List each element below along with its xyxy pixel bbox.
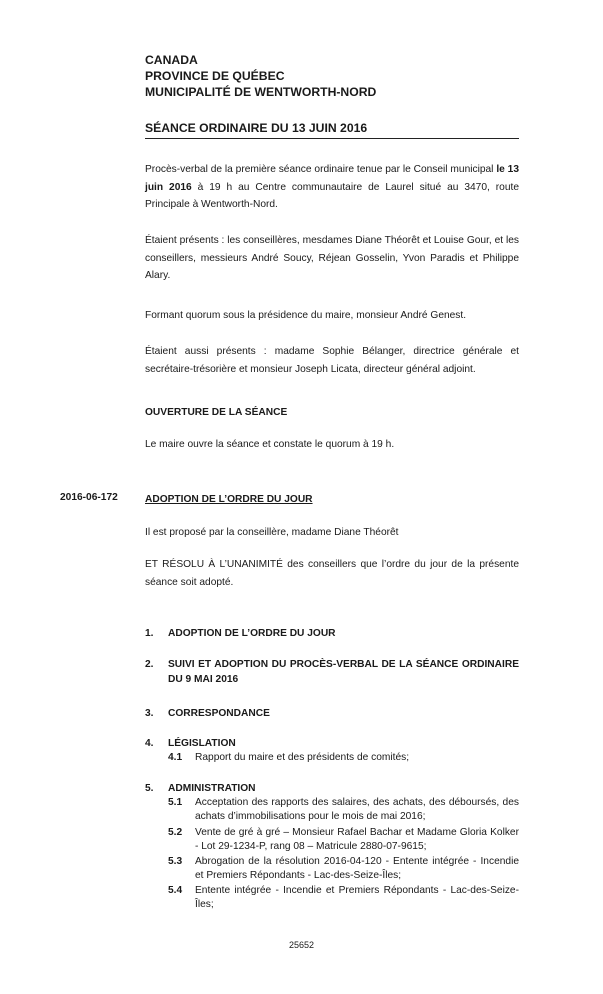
intro-paragraph <box>145 161 519 214</box>
agenda-item-text: ADMINISTRATION <box>168 783 256 794</box>
agenda-item-number: 4. <box>145 738 154 749</box>
agenda-item-number: 1. <box>145 628 154 639</box>
agenda-subitem-text: Abrogation de la résolution 2016-04-120 - Entente intégrée - Incendie et Premiers Répondants - Lac-des-Seize-Îles; <box>195 856 519 882</box>
quorum-paragraph: Formant quorum sous la présidence du maire, monsieur André Genest. <box>145 310 467 321</box>
agenda-item <box>145 627 519 642</box>
agenda-subitem <box>168 796 519 824</box>
agenda-subitem-text: Vente de gré à gré – Monsieur Rafael Bachar et Madame Gloria Kolker - Lot 29-1234-P, rang 08 – Matricule 2880-07-9615; <box>195 827 519 853</box>
agenda-item-number: 3. <box>145 708 154 719</box>
intro-date: le 13 juin 2016 <box>145 164 519 193</box>
header-province: PROVINCE DE QUÉBEC <box>145 69 285 83</box>
agenda-item-text: ADOPTION DE L’ORDRE DU JOUR <box>168 628 336 639</box>
agenda-subitem-text: Acceptation des rapports des salaires, des achats, des déboursés, des achats d’immobilisations pour le mois de mai 2016; <box>195 797 519 823</box>
agenda-subitem-number: 5.1 <box>168 797 183 808</box>
page-number: 25652 <box>288 940 315 950</box>
header-municipality: MUNICIPALITÉ DE WENTWORTH-NORD <box>145 85 377 99</box>
intro-text-end: à 19 h au Centre communautaire de Laurel situé au 3470, route Principale à Wentworth-Nord. <box>145 181 519 211</box>
resolution-number: 2016-06-172 <box>60 492 118 503</box>
agenda-item-text: LÉGISLATION <box>168 738 236 749</box>
intro-text-start: Procès-verbal de la première séance ordinaire tenue par le Conseil municipal <box>145 164 497 175</box>
agenda-subitem-text: Entente intégrée - Incendie et Premiers Répondants - Lac-des-Seize-Îles; <box>195 885 519 911</box>
header-country: CANADA <box>145 53 198 67</box>
agenda-item-number: 2. <box>145 659 154 670</box>
resolution-title: ADOPTION DE L’ORDRE DU JOUR <box>145 494 313 505</box>
agenda-item-text: CORRESPONDANCE <box>168 708 270 719</box>
agenda-subitem <box>168 751 519 765</box>
agenda-subitem <box>168 855 519 883</box>
agenda-subitem <box>168 826 519 854</box>
agenda-item <box>145 782 519 797</box>
agenda-subitem-text: Rapport du maire et des présidents de comités; <box>195 752 410 763</box>
resolution-proposed: Il est proposé par la conseillère, madame Diane Théorêt <box>145 527 399 538</box>
agenda-item <box>145 707 519 722</box>
opening-text: Le maire ouvre la séance et constate le quorum à 19 h. <box>145 439 395 450</box>
session-title: SÉANCE ORDINAIRE DU 13 JUIN 2016 <box>145 121 368 135</box>
title-rule <box>145 138 519 139</box>
agenda-subitem-number: 5.3 <box>168 856 183 867</box>
agenda-subitem-number: 5.2 <box>168 827 183 838</box>
agenda-subitem-number: 5.4 <box>168 885 183 896</box>
agenda-item-number: 5. <box>145 783 154 794</box>
agenda-item-text: SUIVI ET ADOPTION DU PROCÈS-VERBAL DE LA SÉANCE ORDINAIRE DU 9 MAI 2016 <box>168 659 519 685</box>
opening-title: OUVERTURE DE LA SÉANCE <box>145 407 288 418</box>
present-paragraph: Étaient présents : les conseillères, mesdames Diane Théorêt et Louise Gour, et les conseillers, messieurs André Soucy, Réjean Gosselin, Yvon Paradis et Philippe Alary. <box>145 235 519 282</box>
agenda-subitem-number: 4.1 <box>168 752 183 763</box>
agenda-item <box>145 658 519 687</box>
resolution-resolved: ET RÉSOLU À L’UNANIMITÉ des conseillers que l’ordre du jour de la présente séance soit adopté. <box>145 559 519 588</box>
agenda-subitem <box>168 884 519 912</box>
agenda-item <box>145 737 519 752</box>
also-present-paragraph: Étaient aussi présents : madame Sophie Bélanger, directrice générale et secrétaire-trésorière et monsieur Joseph Licata, directeur général adjoint. <box>145 346 519 375</box>
